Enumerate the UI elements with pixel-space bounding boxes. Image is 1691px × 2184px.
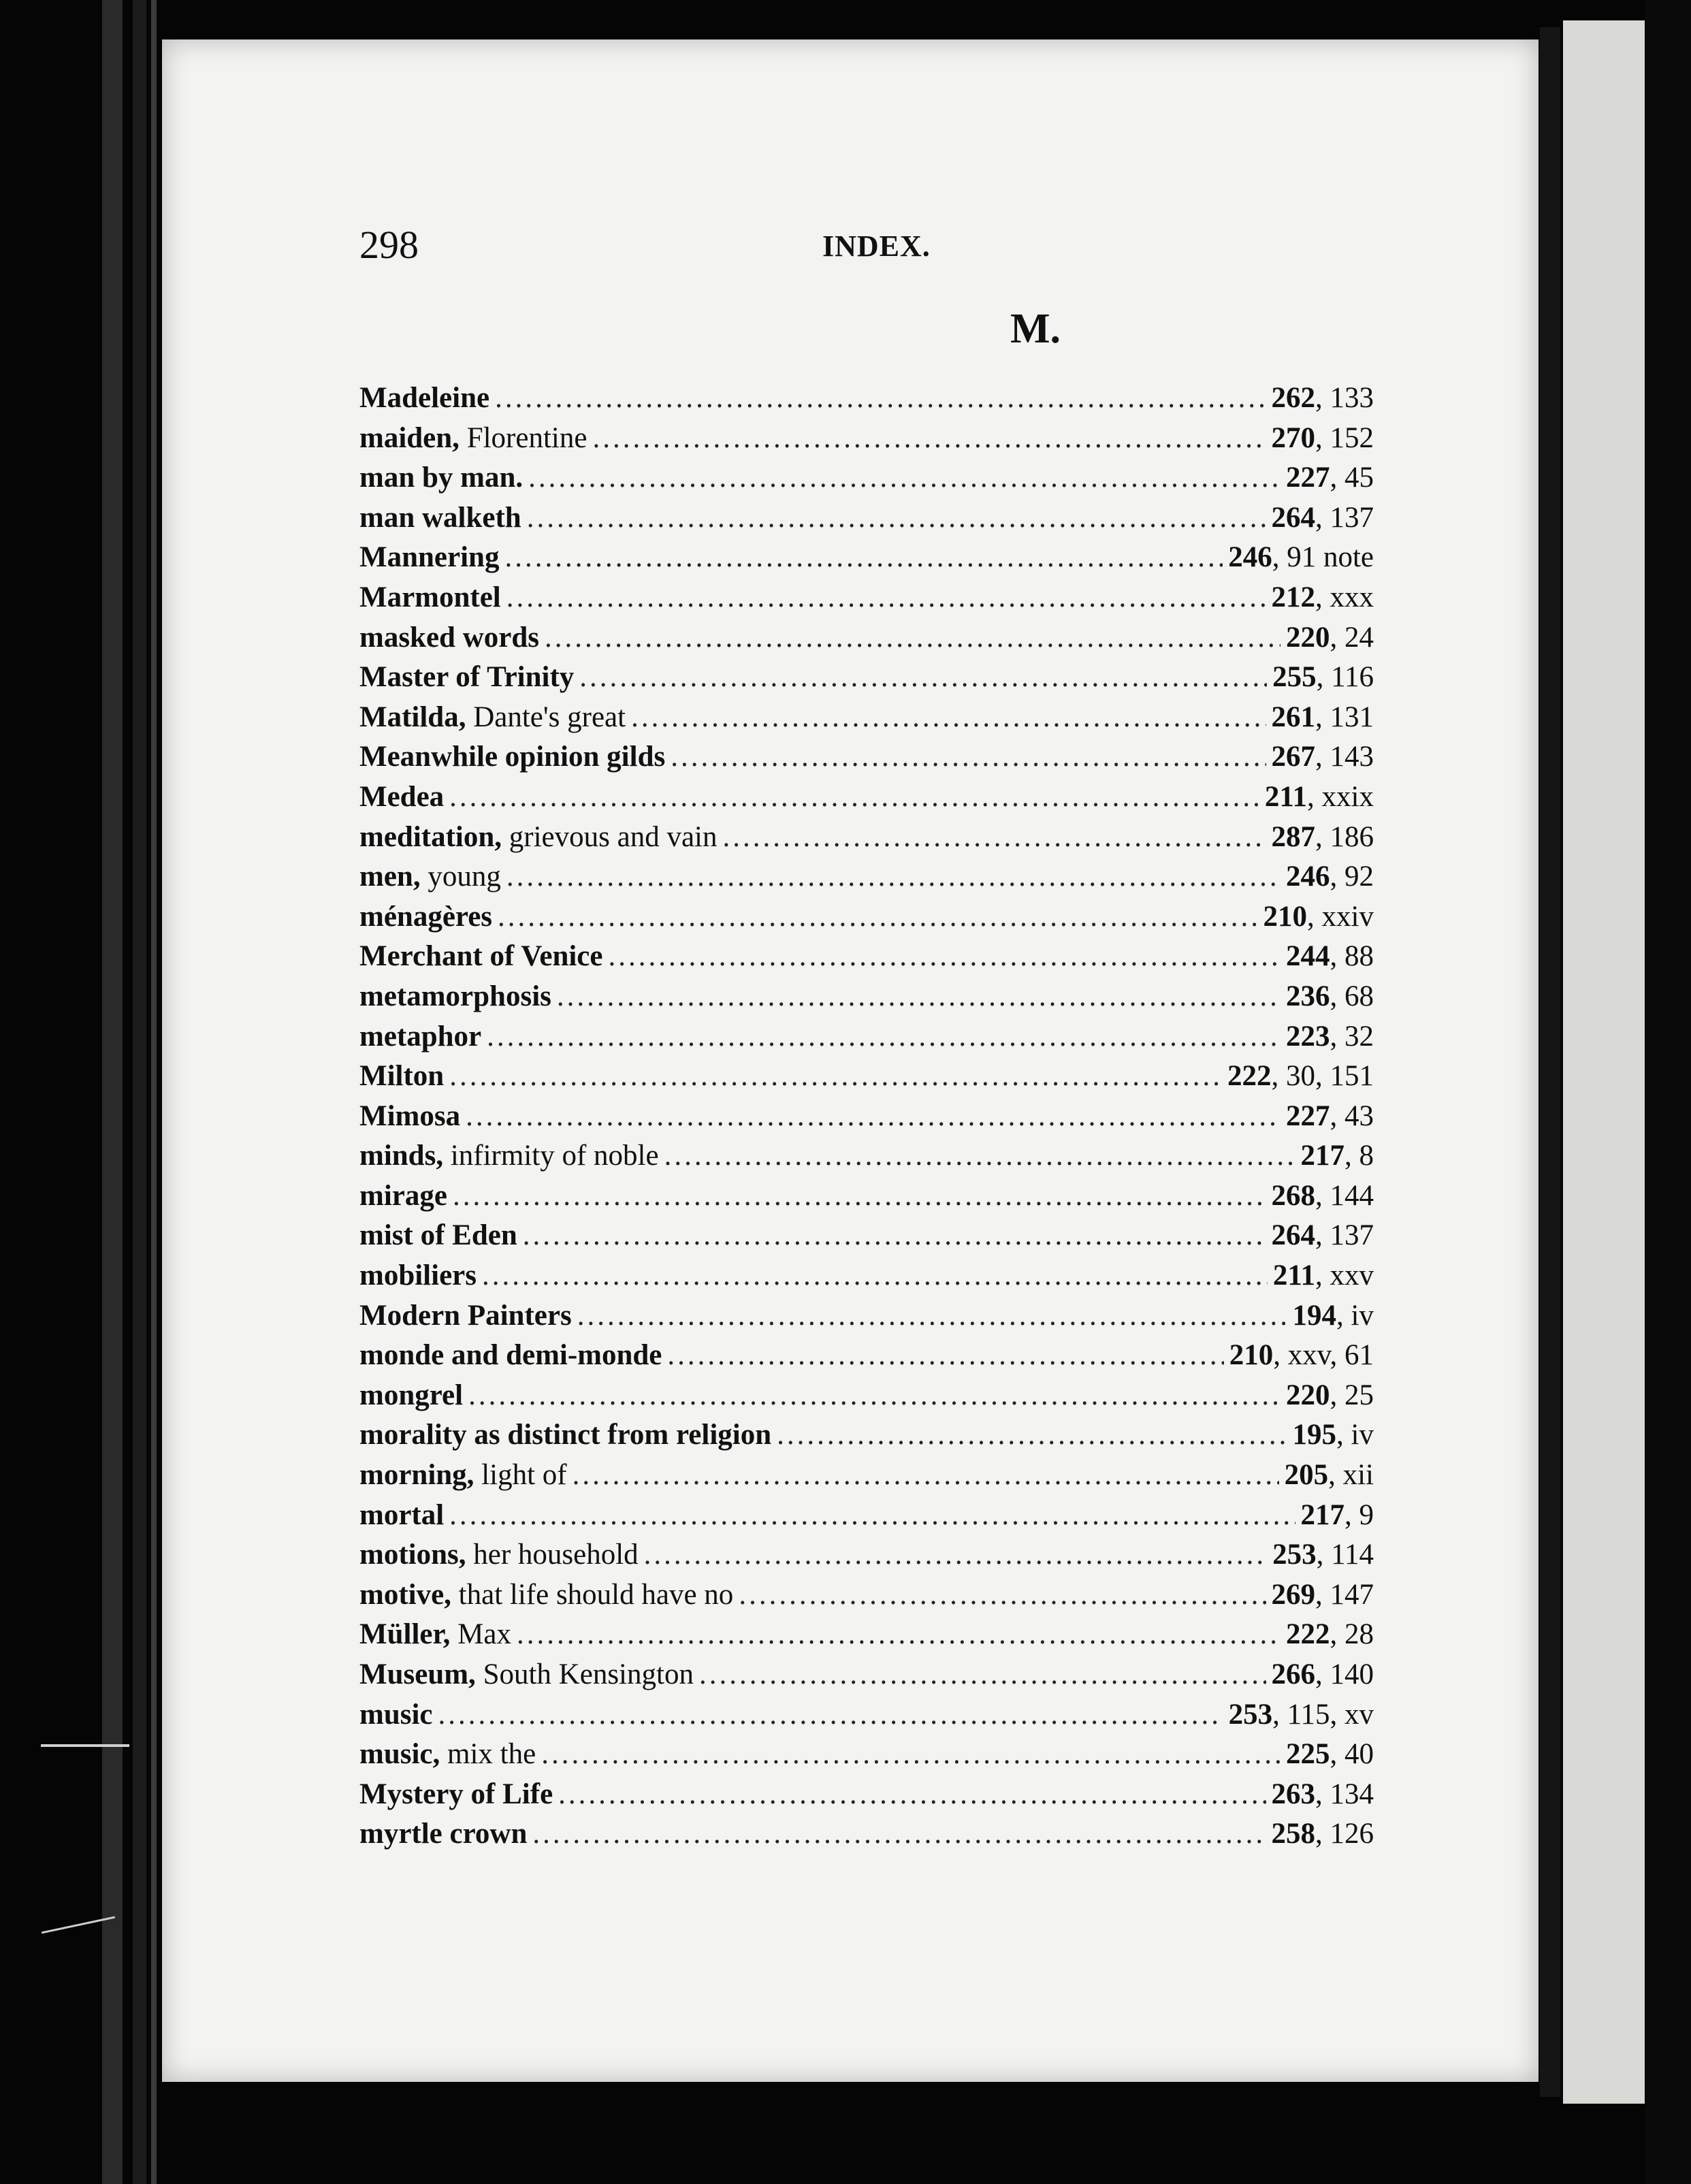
index-term-bold: Master of Trinity [359, 661, 575, 694]
running-head: INDEX. [822, 229, 931, 263]
index-term [359, 1299, 572, 1332]
index-term [359, 940, 602, 973]
index-term-rest: infirmity of noble [443, 1140, 659, 1172]
dot-leader [577, 1299, 1287, 1332]
index-term [359, 820, 717, 854]
page-ref-primary: 268 [1271, 1179, 1315, 1212]
page-references [1272, 1179, 1374, 1213]
page-references [1265, 780, 1374, 814]
dot-leader [739, 1578, 1266, 1611]
page-ref-secondary: , 40 [1330, 1738, 1374, 1771]
index-entry [359, 660, 1374, 701]
index-term-bold: myrtle crown [359, 1818, 528, 1850]
book-edge-strip [151, 0, 157, 2184]
index-entry [359, 701, 1374, 741]
dot-leader [506, 860, 1281, 893]
index-entry [359, 1458, 1374, 1498]
index-term-rest: Dante's great [466, 701, 626, 733]
index-term [359, 1020, 481, 1053]
index-term [359, 1458, 567, 1492]
index-term-bold: Marmontel [359, 581, 501, 613]
index-term-bold: Müller, [359, 1618, 451, 1651]
index-entry [359, 820, 1374, 861]
page-ref-primary: 246 [1228, 541, 1272, 574]
page-ref-primary: 255 [1272, 661, 1317, 694]
page-ref-secondary: , 143 [1315, 741, 1374, 773]
index-term-bold: man by man. [359, 462, 524, 494]
index-term [359, 1338, 662, 1372]
dot-leader [466, 1099, 1281, 1133]
page-ref-primary: 223 [1286, 1020, 1330, 1053]
page-references [1272, 660, 1374, 694]
page-ref-secondary: , 8 [1344, 1140, 1374, 1172]
page-ref-primary: 217 [1300, 1498, 1344, 1531]
page-references [1272, 1778, 1374, 1811]
index-term-bold: motive, [359, 1578, 451, 1611]
scan-border [1645, 0, 1691, 2184]
page-references [1272, 1538, 1374, 1571]
index-term-bold: minds, [359, 1140, 444, 1172]
index-entry [359, 1059, 1374, 1099]
page-ref-primary: 222 [1286, 1618, 1330, 1651]
page-references [1229, 1698, 1374, 1731]
page-ref-primary: 258 [1271, 1818, 1315, 1850]
index-term-bold: Modern Painters [359, 1299, 572, 1332]
index-term-bold: maiden, [359, 421, 460, 454]
page-references [1272, 581, 1374, 614]
index-term [359, 621, 539, 654]
page-references [1286, 1099, 1374, 1133]
page-ref-secondary: , 144 [1315, 1179, 1374, 1212]
index-entry [359, 1817, 1374, 1857]
page-ref-secondary: , 133 [1315, 382, 1374, 414]
dot-leader [517, 1618, 1281, 1651]
page-ref-secondary: , iv [1336, 1419, 1374, 1451]
dot-leader [541, 1737, 1281, 1771]
index-term-bold: Madeleine [359, 382, 490, 414]
book-edge-strip [102, 0, 123, 2184]
page-ref-secondary: , 147 [1315, 1578, 1374, 1611]
dot-leader [644, 1538, 1267, 1571]
index-entry-list [359, 381, 1374, 1857]
index-term-rest: mix the [440, 1738, 536, 1771]
index-entry [359, 1778, 1374, 1818]
page-ref-primary: 195 [1292, 1419, 1337, 1451]
page-ref-primary: 253 [1272, 1539, 1317, 1571]
index-term [359, 381, 489, 415]
index-entry [359, 541, 1374, 581]
book-edge-strip [133, 0, 146, 2184]
index-term-rest: young [420, 861, 501, 893]
dot-leader [498, 900, 1258, 933]
dot-leader [631, 701, 1266, 734]
page-ref-secondary: , 186 [1315, 820, 1374, 853]
page-references [1228, 541, 1374, 574]
index-term-bold: monde and demi-monde [359, 1339, 662, 1372]
page-ref-secondary: , xxv [1315, 1259, 1374, 1292]
page-references [1272, 820, 1374, 854]
page-references [1286, 621, 1374, 654]
index-term [359, 1379, 463, 1412]
index-term-bold: man walketh [359, 501, 521, 534]
page-ref-secondary: , 126 [1315, 1818, 1374, 1850]
index-term-bold: Mannering [359, 541, 500, 574]
index-term [359, 1139, 659, 1172]
page-references [1286, 1618, 1374, 1651]
page-ref-secondary: , 45 [1330, 462, 1374, 494]
index-term [359, 780, 444, 814]
dot-leader [482, 1259, 1268, 1292]
dot-leader [495, 381, 1266, 415]
page-header [162, 222, 1539, 276]
page-references [1301, 1139, 1374, 1172]
page-ref-primary: 211 [1264, 780, 1308, 813]
dot-leader [527, 501, 1266, 534]
page-references [1263, 900, 1374, 933]
index-term-bold: music [359, 1698, 433, 1731]
page-ref-primary: 227 [1286, 1099, 1330, 1132]
index-term-bold: mongrel [359, 1379, 464, 1411]
page-references [1286, 980, 1374, 1013]
index-term [359, 1658, 694, 1691]
index-term [359, 1618, 511, 1651]
index-entry [359, 1179, 1374, 1219]
page-ref-secondary: , iv [1336, 1299, 1374, 1332]
index-term-bold: morning, [359, 1459, 474, 1492]
page-gutter [1540, 27, 1560, 2097]
index-term [359, 1737, 536, 1771]
index-entry [359, 1578, 1374, 1618]
page-ref-primary: 205 [1284, 1459, 1329, 1492]
dot-leader [573, 1458, 1279, 1492]
index-term-bold: Mystery of Life [359, 1778, 553, 1810]
index-term [359, 421, 587, 455]
page-ref-primary: 220 [1286, 1379, 1330, 1411]
dot-leader [523, 1219, 1266, 1252]
index-term-rest: her household [466, 1539, 639, 1571]
page-references [1293, 1299, 1374, 1332]
page-ref-secondary: , 91 note [1272, 541, 1374, 574]
page-references [1301, 1498, 1374, 1532]
page-ref-secondary: , 115, xv [1272, 1698, 1374, 1731]
index-entry [359, 1020, 1374, 1060]
index-term [359, 660, 574, 694]
index-entry [359, 621, 1374, 661]
page-ref-primary: 253 [1228, 1698, 1273, 1731]
dot-leader [438, 1698, 1223, 1731]
dot-leader [449, 1498, 1295, 1532]
dot-leader [545, 621, 1281, 654]
page-ref-secondary: , 137 [1315, 501, 1374, 534]
page-ref-secondary: , 134 [1315, 1778, 1374, 1810]
index-entry [359, 980, 1374, 1020]
index-term [359, 980, 551, 1013]
index-term-bold: mist of Eden [359, 1219, 517, 1252]
index-entry [359, 740, 1374, 780]
page-references [1272, 701, 1374, 734]
index-entry [359, 860, 1374, 900]
page-ref-primary: 269 [1271, 1578, 1315, 1611]
page-references [1272, 421, 1374, 455]
index-term-bold: metaphor [359, 1020, 482, 1053]
index-term-bold: Matilda, [359, 701, 466, 733]
index-term [359, 1219, 517, 1252]
dot-leader [579, 660, 1267, 694]
index-term [359, 1179, 447, 1213]
page-ref-primary: 263 [1271, 1778, 1315, 1810]
index-term-bold: morality as distinct from religion [359, 1419, 772, 1451]
index-term [359, 860, 501, 893]
index-term [359, 900, 492, 933]
page-ref-secondary: , 9 [1344, 1498, 1374, 1531]
index-term-rest: Florentine [459, 421, 587, 454]
index-term-bold: Merchant of Venice [359, 940, 603, 973]
page-ref-primary: 264 [1271, 1219, 1315, 1252]
dot-leader [558, 1778, 1266, 1811]
index-term [359, 541, 499, 574]
page-ref-primary: 266 [1271, 1658, 1315, 1690]
page-ref-secondary: , xii [1328, 1459, 1374, 1492]
page-ref-secondary: , 25 [1330, 1379, 1374, 1411]
page-number: 298 [359, 223, 419, 267]
index-term [359, 1698, 433, 1731]
page-ref-primary: 287 [1271, 820, 1315, 853]
index-entry [359, 1139, 1374, 1179]
dot-leader [557, 980, 1281, 1013]
page-ref-secondary: , 68 [1330, 980, 1374, 1012]
page-references [1286, 461, 1374, 494]
index-term-bold: Meanwhile opinion gilds [359, 741, 666, 773]
page-ref-primary: 194 [1292, 1299, 1337, 1332]
page-ref-secondary: , 28 [1330, 1618, 1374, 1651]
index-term-bold: Milton [359, 1060, 445, 1093]
page-ref-secondary: , 92 [1330, 861, 1374, 893]
page-ref-secondary: , 131 [1315, 701, 1374, 733]
index-entry [359, 381, 1374, 421]
index-term-rest: grievous and vain [502, 820, 718, 853]
index-term [359, 461, 523, 494]
page-ref-primary: 270 [1271, 421, 1315, 454]
index-term [359, 1099, 460, 1133]
index-entry [359, 1618, 1374, 1658]
dot-leader [449, 780, 1259, 814]
page-ref-secondary: , xxix [1307, 780, 1374, 813]
index-entry [359, 1259, 1374, 1299]
next-page-edge [1563, 20, 1645, 2104]
page-references [1293, 1418, 1374, 1451]
dot-leader [671, 740, 1266, 773]
index-term [359, 1498, 444, 1532]
index-term-bold: metamorphosis [359, 980, 551, 1012]
page-references [1285, 1458, 1374, 1492]
page-ref-primary: 211 [1272, 1259, 1315, 1292]
dot-leader [667, 1338, 1223, 1372]
index-entry [359, 1219, 1374, 1259]
index-term-rest: Max [450, 1618, 511, 1651]
page-ref-secondary: , 24 [1330, 621, 1374, 654]
index-term-bold: motions, [359, 1539, 466, 1571]
page-ref-primary: 262 [1271, 382, 1315, 414]
dot-leader [453, 1179, 1266, 1213]
index-term-bold: masked words [359, 621, 540, 654]
page-ref-primary: 261 [1271, 701, 1315, 733]
index-entry [359, 581, 1374, 621]
index-term-bold: mobiliers [359, 1259, 477, 1292]
index-term [359, 1059, 444, 1093]
page-ref-secondary: , xxiv [1307, 900, 1374, 933]
page-ref-primary: 236 [1286, 980, 1330, 1012]
dot-leader [532, 1817, 1266, 1850]
index-term-bold: music, [359, 1738, 440, 1771]
index-entry [359, 1658, 1374, 1698]
page-references [1286, 1020, 1374, 1053]
dot-leader [608, 940, 1281, 973]
dot-leader [504, 541, 1223, 574]
index-term [359, 701, 626, 734]
page-ref-secondary: , 32 [1330, 1020, 1374, 1053]
index-term [359, 740, 665, 773]
page-references [1286, 860, 1374, 893]
dot-leader [449, 1059, 1222, 1093]
page-ref-primary: 217 [1300, 1140, 1344, 1172]
index-term-rest: light of [474, 1459, 567, 1492]
dot-leader [777, 1418, 1287, 1451]
page-ref-primary: 225 [1286, 1738, 1330, 1771]
page-ref-secondary: , 137 [1315, 1219, 1374, 1252]
page-ref-secondary: , 114 [1316, 1539, 1374, 1571]
index-term [359, 1538, 639, 1571]
page-ref-primary: 212 [1271, 581, 1315, 613]
page-references [1272, 381, 1374, 415]
page-ref-secondary: , 88 [1330, 940, 1374, 973]
index-entry [359, 780, 1374, 820]
page-references [1229, 1338, 1374, 1372]
dot-leader [699, 1658, 1266, 1691]
page-ref-secondary: , 116 [1316, 661, 1374, 694]
index-term-bold: Museum, [359, 1658, 476, 1690]
index-term [359, 501, 521, 534]
index-term [359, 1817, 527, 1850]
margin-mark [41, 1744, 129, 1747]
page-references [1286, 1379, 1374, 1412]
index-entry [359, 461, 1374, 501]
page-ref-primary: 267 [1271, 741, 1315, 773]
index-entry [359, 1538, 1374, 1578]
page-references [1273, 1259, 1374, 1292]
index-entry [359, 940, 1374, 980]
dot-leader [664, 1139, 1295, 1172]
index-term [359, 1418, 771, 1451]
index-term [359, 1578, 733, 1611]
index-term-bold: mortal [359, 1498, 445, 1531]
page-ref-secondary: , xxv, 61 [1273, 1339, 1374, 1372]
dot-leader [528, 461, 1281, 494]
dot-leader [722, 820, 1266, 854]
page-references [1286, 1737, 1374, 1771]
index-term-bold: men, [359, 861, 421, 893]
index-entry [359, 1379, 1374, 1419]
index-entry [359, 1099, 1374, 1140]
page-ref-primary: 264 [1271, 501, 1315, 534]
page-references [1272, 1219, 1374, 1252]
dot-leader [487, 1020, 1281, 1053]
page-references [1272, 740, 1374, 773]
page-ref-secondary: , 152 [1315, 421, 1374, 454]
page-ref-primary: 227 [1286, 462, 1330, 494]
index-entry [359, 1338, 1374, 1379]
page-references [1272, 1817, 1374, 1850]
page-ref-secondary: , 43 [1330, 1099, 1374, 1132]
index-term [359, 1259, 477, 1292]
index-term-bold: mirage [359, 1179, 447, 1212]
page-references [1286, 940, 1374, 973]
page-ref-secondary: , xxx [1315, 581, 1374, 613]
index-term-bold: meditation, [359, 820, 502, 853]
index-term-bold: ménagères [359, 900, 493, 933]
dot-leader [468, 1379, 1281, 1412]
index-term-rest: that life should have no [451, 1578, 734, 1611]
index-term [359, 1778, 553, 1811]
index-entry [359, 501, 1374, 541]
page-ref-secondary: , 30, 151 [1271, 1060, 1374, 1093]
index-entry [359, 1498, 1374, 1539]
page-references [1227, 1059, 1374, 1093]
dot-leader [592, 421, 1266, 455]
page-ref-primary: 220 [1286, 621, 1330, 654]
index-term-rest: South Kensington [475, 1658, 694, 1690]
index-entry [359, 1418, 1374, 1458]
page-ref-primary: 244 [1286, 940, 1330, 973]
page-ref-primary: 210 [1229, 1339, 1274, 1372]
index-term [359, 581, 501, 614]
page-references [1272, 1658, 1374, 1691]
index-term-bold: Medea [359, 780, 445, 813]
index-entry [359, 1698, 1374, 1738]
page-ref-primary: 222 [1227, 1060, 1272, 1093]
page-ref-primary: 210 [1263, 900, 1308, 933]
index-entry [359, 1299, 1374, 1339]
index-entry [359, 421, 1374, 462]
dot-leader [506, 581, 1266, 614]
section-letter: M. [1010, 306, 1061, 352]
page-ref-primary: 246 [1286, 861, 1330, 893]
page-references [1272, 501, 1374, 534]
index-entry [359, 900, 1374, 940]
index-page [162, 39, 1539, 2082]
index-entry [359, 1737, 1374, 1778]
index-term-bold: Mimosa [359, 1099, 461, 1132]
page-ref-secondary: , 140 [1315, 1658, 1374, 1690]
page-references [1272, 1578, 1374, 1611]
